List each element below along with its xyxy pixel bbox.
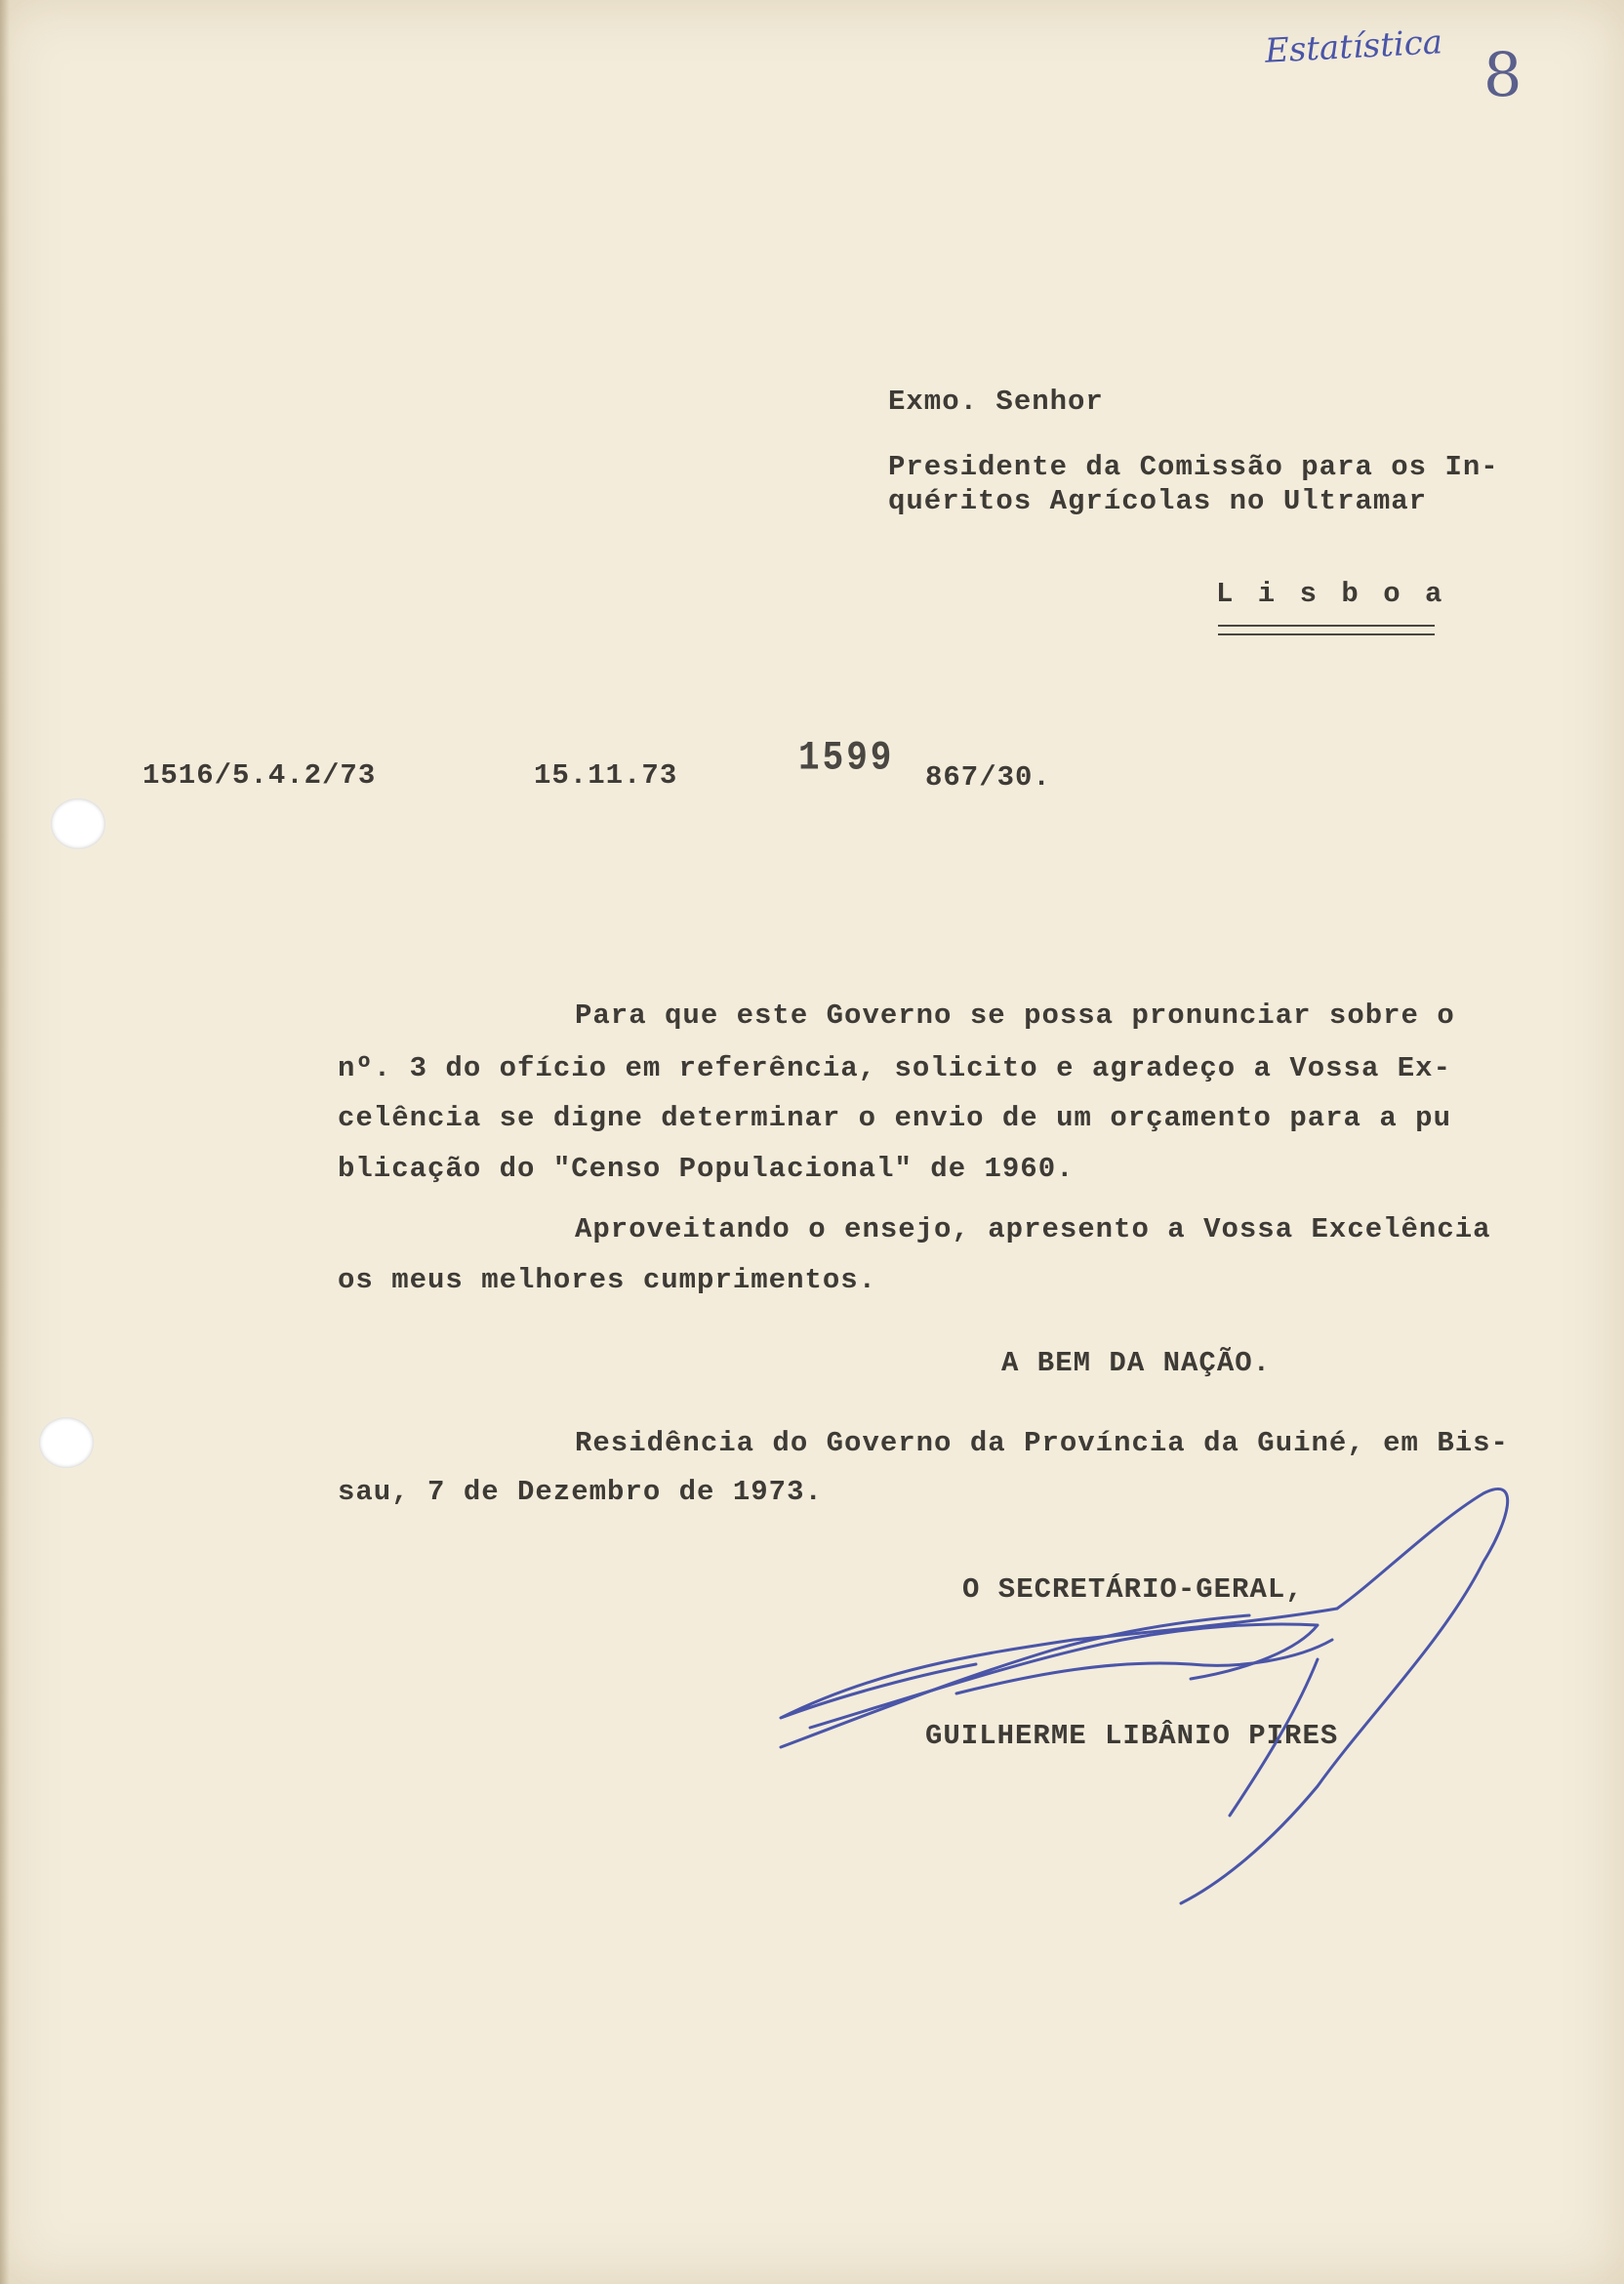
signatory-role: O SECRETÁRIO-GERAL, (962, 1573, 1304, 1606)
city-underline (1218, 625, 1435, 635)
body-paragraph-1-line-1: Para que este Governo se possa pronunciar sobre o (575, 999, 1455, 1032)
punch-hole-bottom (39, 1417, 94, 1468)
place-date-line-2: sau, 7 de Dezembro de 1973. (338, 1476, 823, 1508)
addressee-title-line-1: Presidente da Comissão para os In- (888, 451, 1499, 483)
body-paragraph-1-line-3: celência se digne determinar o envio de um orçamento para a pu (338, 1102, 1451, 1134)
closing-motto: A BEM DA NAÇÃO. (1001, 1347, 1272, 1379)
handwritten-page-mark: 8 (1483, 39, 1522, 110)
body-paragraph-1-line-4: blicação do "Censo Populacional" de 1960. (338, 1153, 1075, 1185)
body-paragraph-1-line-2: nº. 3 do ofício em referência, solicito e agradeço a Vossa Ex- (338, 1052, 1451, 1084)
registry-stamp-number: 1599 (798, 734, 895, 782)
their-reference: 867/30. (925, 761, 1051, 794)
reference-date: 15.11.73 (534, 759, 678, 792)
punch-hole-top (51, 798, 105, 849)
addressee-city: L i s b o a (1216, 578, 1446, 610)
salutation: Exmo. Senhor (888, 386, 1104, 418)
signatory-name: GUILHERME LIBÂNIO PIRES (925, 1720, 1339, 1752)
body-paragraph-2-line-1: Aproveitando o ensejo, apresento a Vossa Excelência (575, 1213, 1491, 1245)
handwritten-note: Estatística (1264, 22, 1443, 71)
place-date-line-1: Residência do Governo da Província da Guiné, em Bis- (575, 1427, 1509, 1459)
body-paragraph-2-line-2: os meus melhores cumprimentos. (338, 1264, 877, 1296)
our-reference: 1516/5.4.2/73 (142, 759, 377, 792)
addressee-title-line-2: quéritos Agrícolas no Ultramar (888, 485, 1428, 517)
